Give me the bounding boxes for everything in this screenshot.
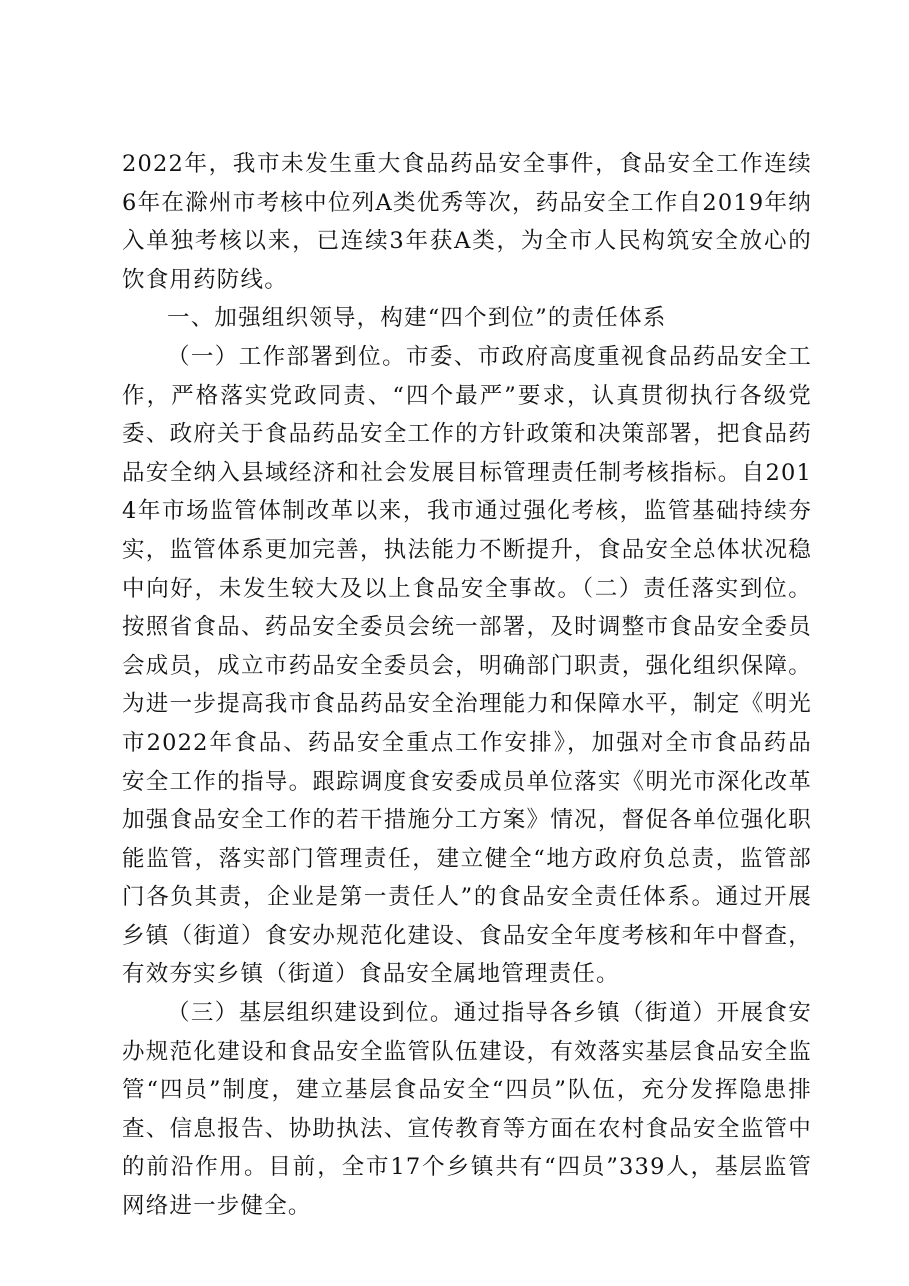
body-paragraph-work-deployment: （一）工作部署到位。市委、市政府高度重视食品药品安全工作，严格落实党政同责、“四个最严”要求，认真贯彻执行各级党委、政府关于食品药品安全工作的方针政策和决策部署，把食品药品安全纳入县域经济和社会发展目标管理责任制考核指标。自2014年市场监管体制改革以来，我市通过强化考核，监管基础持续夯实，监管体系更加完善，执法能力不断提升，食品安全总体状况稳中向好，未发生较大及以上食品安全事故。（二）责任落实到位。按照省食品、药品安全委员会统一部署，及时调整市食品安全委员会成员，成立市药品安全委员会，明确部门职责，强化组织保障。为进一步提高我市食品药品安全治理能力和保障水平，制定《明光市2022年食品、药品安全重点工作安排》，加强对全市食品药品安全工作的指导。跟踪调度食安委成员单位落实《明光市深化改革加强食品安全工作的若干措施分工方案》情况，督促各单位强化职能监管，落实部门管理责任，建立健全“地方政府负总责，监管部门各负其责，企业是第一责任人”的食品安全责任体系。通过开展乡镇（街道）食安办规范化建设、食品安全年度考核和年中督查，有效夯实乡镇（街道）食品安全属地管理责任。 xyxy=(122,343,812,988)
intro-paragraph: 2022年，我市未发生重大食品药品安全事件，食品安全工作连续6年在滁州市考核中位列A类优秀等次，药品安全工作自2019年纳入单独考核以来，已连续3年获A类，为全市人民构筑安全放心的饮食用药防线。 xyxy=(122,151,812,293)
body-paragraph-grassroots: （三）基层组织建设到位。通过指导各乡镇（街道）开展食安办规范化建设和食品安全监管队伍建设，有效落实基层食品安全监管“四员”制度，建立基层食品安全“四员”队伍，充分发挥隐患排查、信息报告、协助执法、宣传教育等方面在农村食品安全监管中的前沿作用。目前，全市17个乡镇共有“四员”339人，基层监管网络进一步健全。 xyxy=(122,1000,812,1220)
document-body xyxy=(122,145,812,1226)
section-heading: 一、加强组织领导，构建“四个到位”的责任体系 xyxy=(167,305,667,332)
